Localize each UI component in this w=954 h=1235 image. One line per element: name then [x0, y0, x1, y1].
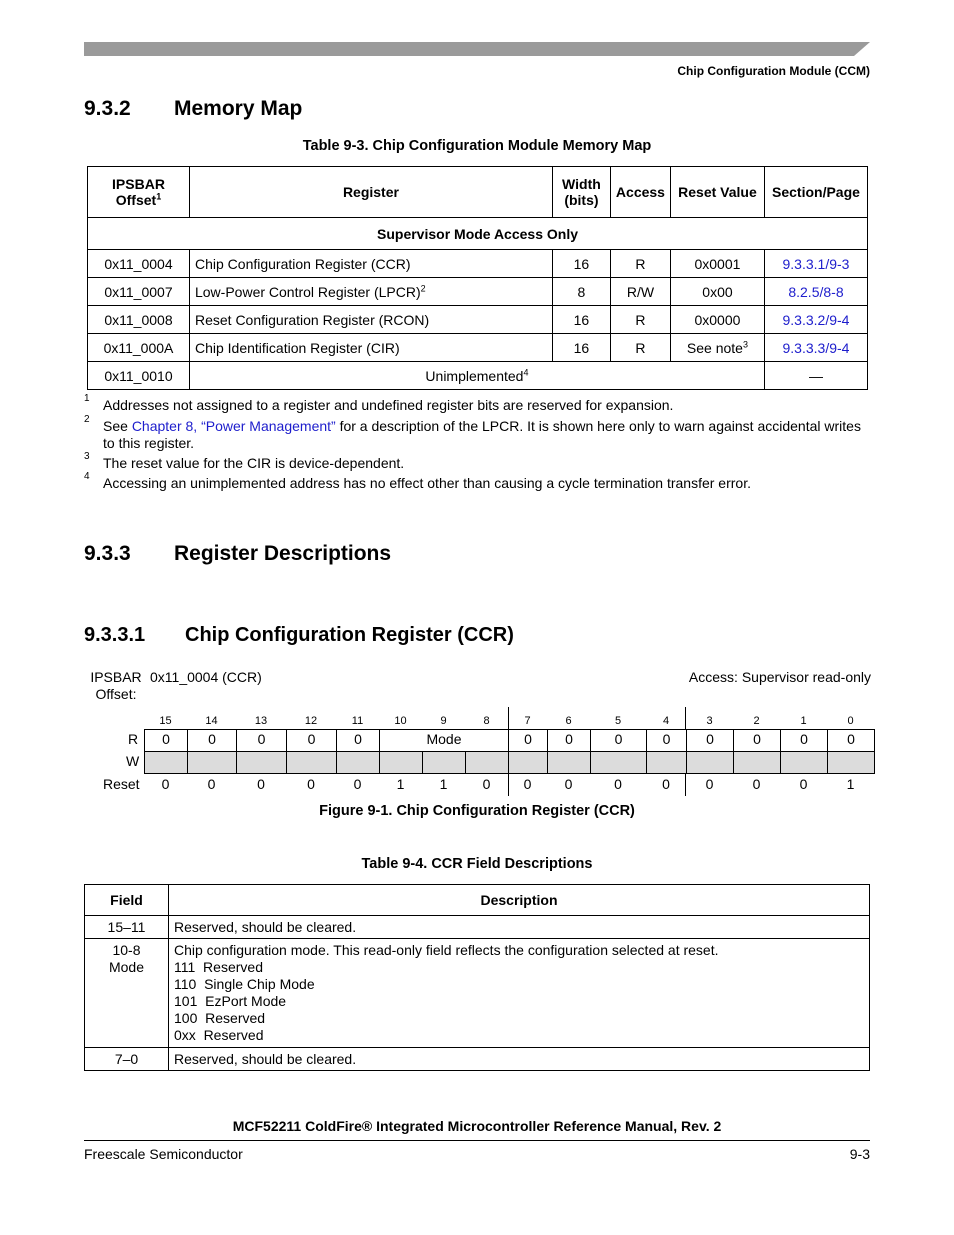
header-bar	[84, 42, 870, 56]
page-number: 9-3	[849, 1146, 870, 1162]
cell-offset: 0x11_0007	[88, 278, 190, 306]
section-link[interactable]: 9.3.3.1/9-3	[782, 255, 850, 272]
read-bit-field: 0	[547, 729, 591, 752]
table-caption: Table 9-3. Chip Configuration Module Memory Map	[302, 138, 652, 154]
cell-section	[764, 306, 867, 334]
write-bit-cell	[780, 751, 828, 774]
read-bit-field: Mode	[379, 729, 509, 752]
reset-bit-value: 0	[752, 776, 761, 792]
cell-section	[764, 334, 867, 362]
row-label-reset: Reset	[103, 776, 140, 792]
section-heading-932	[84, 97, 302, 121]
reset-bit-value: 0	[564, 776, 573, 792]
cell-reset: See note$^3$	[670, 334, 764, 362]
read-bit-field: 0	[236, 729, 287, 752]
section-title: Chip Configuration Register (CCR)	[185, 624, 514, 646]
bit-number: 1	[800, 715, 807, 727]
write-bit-cell	[144, 751, 188, 774]
table-row	[88, 362, 868, 390]
write-bit-cell	[827, 751, 875, 774]
cell-field: 15–11	[85, 916, 169, 939]
footer-title: MCF52211 ColdFire® Integrated Microcontroller Reference Manual, Rev. 2	[232, 1118, 722, 1134]
section-number: 9.3.3	[84, 542, 131, 565]
cell-width: 8	[552, 278, 610, 306]
read-bit-field: 0	[590, 729, 647, 752]
reset-bit-value: 0	[161, 776, 170, 792]
section-number: 9.3.3.1	[84, 624, 146, 646]
bit-divider	[508, 707, 509, 729]
cell-register: Chip Identification Register (CIR)	[189, 334, 552, 362]
row-label-w: W	[126, 753, 140, 769]
cell-width: 16	[552, 334, 610, 362]
group-row	[88, 218, 868, 250]
read-bit-field: 0	[286, 729, 337, 752]
reset-bit-value: 0	[705, 776, 714, 792]
reset-bit-value: 1	[439, 776, 448, 792]
cell-register: Reset Configuration Register (RCON)	[189, 306, 552, 334]
footnote: 3 The reset value for the CIR is device-dependent.	[84, 451, 405, 471]
read-bit-field: 0	[780, 729, 828, 752]
cell-offset: 0x11_0010	[88, 362, 190, 390]
write-bit-cell	[686, 751, 734, 774]
bit-number: 0	[847, 715, 854, 727]
write-bit-cell	[508, 751, 548, 774]
write-bit-cell	[547, 751, 591, 774]
cell-section	[764, 278, 867, 306]
reset-bit-value: 0	[307, 776, 315, 792]
read-bit-field: 0	[686, 729, 734, 752]
reset-bit-value: 1	[396, 776, 405, 792]
cell-reset: 0x0000	[670, 306, 764, 334]
write-bit-cell	[336, 751, 380, 774]
write-bit-cell	[236, 751, 287, 774]
bit-divider	[685, 774, 686, 796]
cell-section	[764, 250, 867, 278]
footnote: 4 Accessing an unimplemented address has no effect other than causing a cycle termination transfer error.	[84, 471, 751, 491]
cell-field: 7–0	[85, 1048, 169, 1071]
table-row	[88, 334, 868, 362]
cell-offset: 0x11_0008	[88, 306, 190, 334]
table-row	[85, 916, 870, 939]
write-bit-cell	[187, 751, 237, 774]
cell-description: Reserved, should be cleared.	[169, 1048, 870, 1071]
reset-bit-value: 0	[257, 776, 265, 792]
cell-offset: 0x11_000A	[88, 334, 190, 362]
write-bit-cell	[422, 751, 466, 774]
cell-width: 16	[552, 306, 610, 334]
bit-number: 10	[394, 715, 407, 727]
read-bit-field: 0	[144, 729, 188, 752]
table-header-row	[88, 167, 868, 218]
read-bit-field: 0	[187, 729, 237, 752]
running-head: Chip Configuration Module (CCM)	[677, 64, 870, 78]
bit-number: 11	[351, 715, 364, 727]
header-register: Register	[189, 167, 552, 218]
section-heading-9331	[84, 624, 514, 647]
read-bit-field: 0	[646, 729, 687, 752]
chapter8-link[interactable]: Chapter 8, “Power Management”	[131, 418, 336, 434]
write-bit-cell	[590, 751, 647, 774]
header-description: Description	[169, 885, 870, 916]
read-bit-field: 0	[508, 729, 548, 752]
row-label-r: R	[128, 731, 139, 747]
access-text: Access: Supervisor read-only	[688, 669, 871, 685]
footer-rule	[84, 1140, 870, 1141]
header-width: Width (bits)	[552, 167, 610, 218]
reset-bit-value: 0	[614, 776, 622, 792]
cell-description: Chip configuration mode. This read-only field reflects the configuration selected at reset. 111 Reserved 110 Single Chip Mode 101 EzPort Mode 100 Reserved 0xx Reserved	[169, 939, 870, 1048]
bit-number: 8	[483, 715, 490, 727]
footer-left: Freescale Semiconductor	[84, 1146, 243, 1162]
memory-map-table	[87, 166, 868, 390]
reset-bit-value: 0	[662, 776, 670, 792]
read-bit-field: 0	[336, 729, 380, 752]
table-row	[88, 250, 868, 278]
section-heading-933	[84, 542, 391, 566]
bit-number: 14	[205, 715, 218, 727]
cell-register: Chip Configuration Register (CCR)	[189, 250, 552, 278]
cell-access: R	[610, 250, 670, 278]
table-header-row	[85, 885, 870, 916]
offset-label: IPSBAR Offset:	[90, 669, 142, 702]
reset-bit-value: 0	[523, 776, 532, 792]
ccr-field-table	[84, 884, 870, 1071]
write-bit-cell	[465, 751, 509, 774]
section-number: 9.3.2	[84, 97, 131, 120]
reset-bit-value: 0	[207, 776, 216, 792]
reset-bit-value: 1	[846, 776, 855, 792]
bit-number: 13	[254, 715, 268, 727]
header-access: Access	[610, 167, 670, 218]
table-caption: Table 9-4. CCR Field Descriptions	[361, 856, 593, 872]
bit-divider	[685, 707, 686, 729]
header-offset: IPSBAR Offset$^1$	[88, 167, 190, 218]
table-row	[85, 1048, 870, 1071]
bit-number: 2	[753, 715, 760, 727]
write-bit-cell	[286, 751, 337, 774]
write-bit-cell	[379, 751, 423, 774]
cell-width: 16	[552, 250, 610, 278]
cell-access: R	[610, 306, 670, 334]
cell-reset: 0x00	[670, 278, 764, 306]
header-field: Field	[85, 885, 169, 916]
table-row	[88, 278, 868, 306]
figure-caption: Figure 9-1. Chip Configuration Register (CCR)	[319, 803, 635, 819]
section-link[interactable]: 8.2.5/8-8	[788, 283, 844, 300]
write-bit-cell	[646, 751, 687, 774]
cell-reset: 0x0001	[670, 250, 764, 278]
read-bit-field: 0	[733, 729, 781, 752]
table-row	[88, 306, 868, 334]
section-link[interactable]: 9.3.3.3/9-4	[782, 339, 850, 356]
header-reset: Reset Value	[670, 167, 764, 218]
table-row	[85, 939, 870, 1048]
bit-number: 4	[662, 715, 670, 727]
header-section: Section/Page	[764, 167, 867, 218]
reset-bit-value: 0	[353, 776, 362, 792]
bit-divider	[508, 774, 509, 796]
bit-number: 9	[440, 715, 447, 727]
write-bit-cell	[733, 751, 781, 774]
bit-number: 15	[159, 715, 172, 727]
cell-register: Low-Power Control Register (LPCR)$^2$	[189, 278, 552, 306]
cell-access: R	[610, 334, 670, 362]
reset-bit-value: 0	[799, 776, 808, 792]
cell-section: —	[764, 362, 867, 390]
footnote: 1 Addresses not assigned to a register and undefined register bits are reserved for expansion.	[84, 393, 674, 413]
bit-number: 7	[524, 715, 531, 727]
read-bit-field: 0	[827, 729, 875, 752]
cell-field: 10-8 Mode	[85, 939, 169, 1048]
footnote: 2 See Chapter 8, “Power Management” for a description of the LPCR. It is shown here only to warn against accidental writes to this register.	[84, 414, 861, 451]
group-label: Supervisor Mode Access Only	[88, 218, 868, 250]
section-title: Register Descriptions	[174, 542, 392, 565]
bit-number: 5	[614, 715, 622, 727]
bit-number: 12	[304, 715, 318, 727]
bit-number: 6	[565, 715, 572, 727]
offset-value: 0x11_0004 (CCR)	[150, 669, 262, 685]
section-title: Memory Map	[174, 97, 303, 120]
cell-offset: 0x11_0004	[88, 250, 190, 278]
cell-unimplemented: Unimplemented$^4$	[189, 362, 764, 390]
reset-bit-value: 0	[482, 776, 491, 792]
section-link[interactable]: 9.3.3.2/9-4	[782, 311, 850, 328]
bit-number: 3	[706, 715, 713, 727]
cell-access: R/W	[610, 278, 670, 306]
cell-description: Reserved, should be cleared.	[169, 916, 870, 939]
